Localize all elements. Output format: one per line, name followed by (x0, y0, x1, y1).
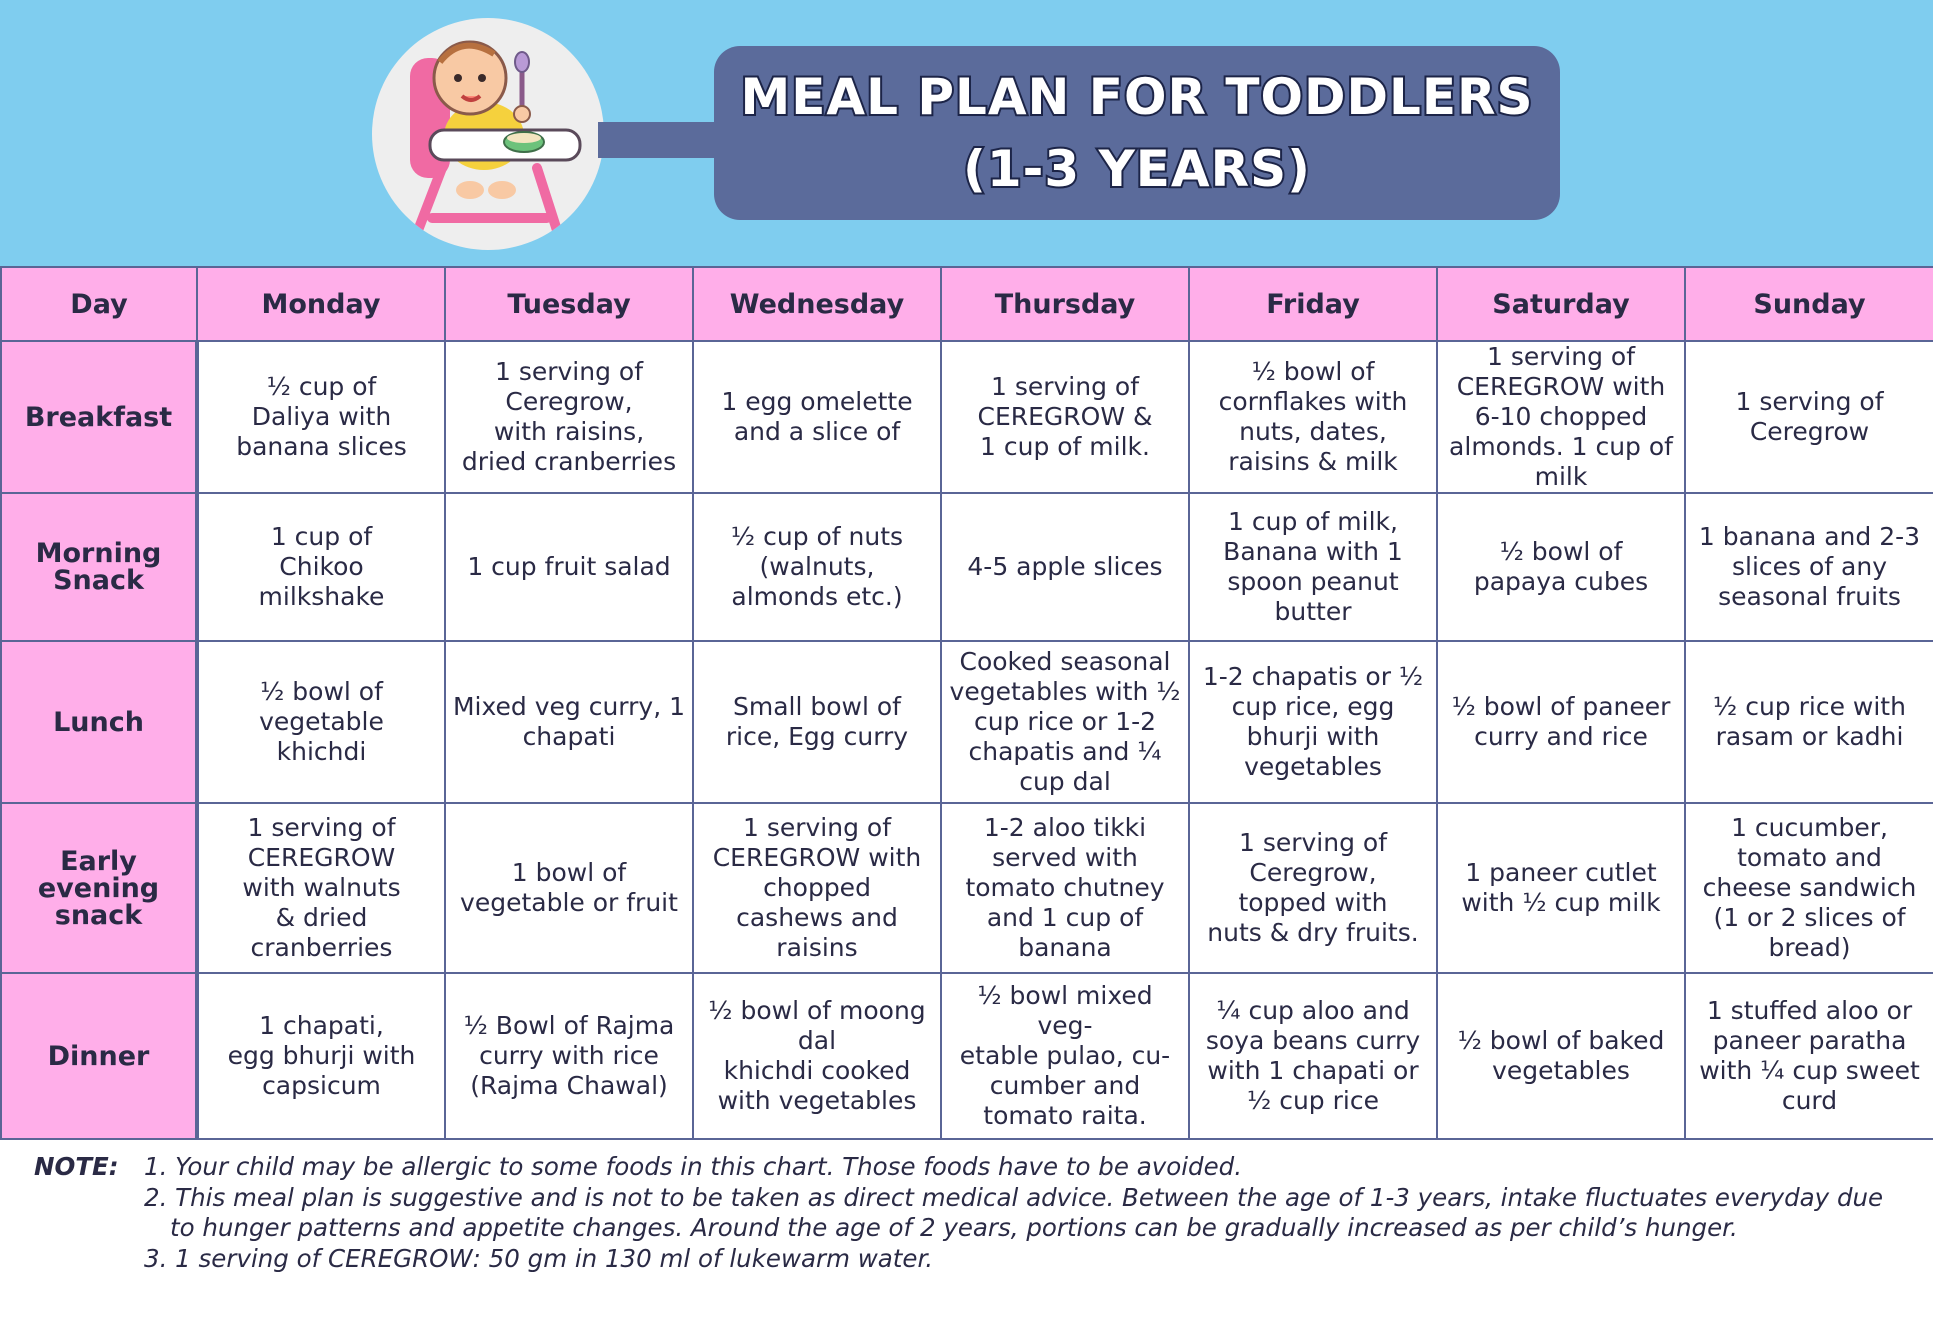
toddler-illustration-icon (372, 18, 604, 250)
page-title-line-2: (1-3 YEARS) (962, 140, 1311, 198)
header-corner: Day (1, 267, 197, 341)
meal-row-morning-snack (1, 493, 1933, 641)
note-item: 2. This meal plan is suggestive and is not to be taken as direct medical advice. Between the age of 1-3 years, intake fluctuates everyday due to hunger patterns and appetite changes. Around the age of 2 years, portions can be gradually increased as per child’s hunger. (144, 1182, 1884, 1242)
day-header-sunday: Sunday (1685, 267, 1933, 341)
meal-cell-text: ½ bowl of paneer curry and rice (1451, 692, 1671, 751)
meal-cell-text: Cooked seasonal vegetables with ½ cup rice or 1-2 chapatis and ¼ cup dal (949, 647, 1181, 796)
meal-label-text: Morning Snack (35, 538, 162, 596)
meal-cell-text: 1 egg omelette and a slice of (721, 387, 913, 446)
meal-cell-text: 1 serving of Ceregrow, with raisins, dried cranberries (461, 357, 677, 476)
meal-cell (693, 973, 941, 1139)
header-banner (0, 0, 1933, 266)
day-header-wednesday: Wednesday (693, 267, 941, 341)
meal-cell-text: 1 paneer cutlet with ½ cup milk (1461, 858, 1661, 917)
meal-cell-text: 1 banana and 2-3 slices of any seasonal fruits (1698, 522, 1921, 611)
meal-row-breakfast (1, 341, 1933, 493)
meal-cell (1189, 973, 1437, 1139)
meal-cell (693, 803, 941, 973)
meal-cell (445, 341, 693, 493)
meal-cell-text: Mixed veg curry, 1 chapati (452, 692, 686, 751)
day-header-friday: Friday (1189, 267, 1437, 341)
meal-cell-text: 1 serving of CEREGROW with walnuts & dried cranberries (242, 813, 401, 962)
meal-cell-text: ½ cup rice with rasam or kadhi (1713, 692, 1906, 751)
meal-cell (941, 973, 1189, 1139)
meal-cell-text: 1 stuffed aloo or paneer paratha with ¼ cup sweet curd (1699, 996, 1920, 1115)
notes-section (34, 1152, 1914, 1274)
day-header-saturday: Saturday (1437, 267, 1685, 341)
meal-label (1, 803, 197, 973)
meal-cell-text: ½ bowl mixed veg- etable pulao, cu- cumber and tomato raita. (959, 981, 1171, 1130)
meal-cell (197, 803, 445, 973)
meal-cell (1685, 803, 1933, 973)
meal-cell-text: ½ bowl of papaya cubes (1473, 537, 1649, 596)
meal-cell (941, 641, 1189, 803)
meal-label-text: Dinner (47, 1040, 150, 1072)
meal-cell-text: ½ cup of nuts (walnuts, almonds etc.) (730, 522, 904, 611)
meal-cell (1685, 641, 1933, 803)
meal-label-text: Lunch (53, 706, 144, 738)
meal-cell-text: 1 cup fruit salad (467, 552, 671, 581)
meal-cell (693, 493, 941, 641)
meal-cell-text: 1-2 aloo tikki served with tomato chutney and 1 cup of banana (965, 813, 1165, 962)
meal-cell (1189, 341, 1437, 493)
meal-label (1, 641, 197, 803)
meal-cell-text: ¼ cup aloo and soya beans curry with 1 chapati or ½ cup rice (1205, 996, 1421, 1115)
meal-cell-text: ½ bowl of cornflakes with nuts, dates, raisins & milk (1218, 357, 1408, 476)
meal-cell (197, 341, 445, 493)
meal-cell-text: 1 serving of Ceregrow (1735, 387, 1884, 446)
meal-plan-table (0, 266, 1933, 1140)
meal-label (1, 341, 197, 493)
title-banner (714, 46, 1560, 220)
meal-cell-text: 4-5 apple slices (967, 552, 1163, 581)
meal-cell (1685, 341, 1933, 493)
meal-cell (693, 641, 941, 803)
meal-cell (1437, 641, 1685, 803)
meal-cell (1685, 973, 1933, 1139)
meal-cell (445, 973, 693, 1139)
meal-cell (1189, 493, 1437, 641)
meal-cell-text: Small bowl of rice, Egg curry (725, 692, 909, 751)
meal-cell-text: 1 cup of Chikoo milkshake (258, 522, 385, 611)
meal-cell-text: ½ bowl of moong dal khichdi cooked with vegetables (708, 996, 926, 1115)
meal-cell (1189, 641, 1437, 803)
title-connector (598, 122, 718, 158)
meal-cell-text: ½ Bowl of Rajma curry with rice (Rajma Chawal) (463, 1011, 675, 1100)
meal-cell-text: 1 cucumber, tomato and cheese sandwich (1 or 2 slices of bread) (1702, 813, 1917, 962)
meal-cell (197, 493, 445, 641)
meal-cell-text: 1 serving of CEREGROW with 6-10 chopped almonds. 1 cup of milk (1449, 342, 1673, 491)
meal-cell-text: 1 chapati, egg bhurji with capsicum (227, 1011, 416, 1100)
meal-row-dinner (1, 973, 1933, 1139)
meal-cell-text: ½ cup of Daliya with banana slices (236, 372, 407, 461)
meal-cell (197, 641, 445, 803)
meal-cell (1437, 493, 1685, 641)
meal-cell (1685, 493, 1933, 641)
meal-cell-text: 1 cup of milk, Banana with 1 spoon peanut butter (1223, 507, 1403, 626)
notes-block (34, 1152, 1914, 1274)
meal-cell (693, 341, 941, 493)
meal-cell-text: 1 serving of CEREGROW with chopped cashews and raisins (712, 813, 922, 962)
meal-cell (1437, 341, 1685, 493)
meal-cell-text: 1 serving of Ceregrow, topped with nuts & dry fruits. (1207, 828, 1419, 947)
meal-cell (1189, 803, 1437, 973)
meal-cell-text: 1 bowl of vegetable or fruit (460, 858, 678, 917)
meal-cell (941, 493, 1189, 641)
meal-row-lunch (1, 641, 1933, 803)
day-header-row (1, 267, 1933, 341)
meal-cell-text: ½ bowl of vegetable khichdi (259, 677, 384, 766)
meal-cell-text: 1 serving of CEREGROW & 1 cup of milk. (977, 372, 1153, 461)
day-header-tuesday: Tuesday (445, 267, 693, 341)
meal-label (1, 973, 197, 1139)
day-header-thursday: Thursday (941, 267, 1189, 341)
meal-cell-text: ½ bowl of baked vegetables (1457, 1026, 1665, 1085)
toddler-in-highchair-illustration (372, 18, 604, 250)
meal-cell (445, 803, 693, 973)
meal-cell (1437, 973, 1685, 1139)
day-header-monday: Monday (197, 267, 445, 341)
meal-label-text: Breakfast (24, 401, 173, 433)
page-title-line-1: MEAL PLAN FOR TODDLERS (740, 68, 1534, 126)
meal-cell (445, 641, 693, 803)
note-item: 3. 1 serving of CEREGROW: 50 gm in 130 ml of lukewarm water. (144, 1243, 934, 1273)
meal-label-text: Early evening snack (37, 845, 160, 931)
notes-list (144, 1152, 1914, 1274)
meal-cell (197, 973, 445, 1139)
meal-cell (1437, 803, 1685, 973)
meal-cell-text: 1-2 chapatis or ½ cup rice, egg bhurji with vegetables (1202, 662, 1424, 781)
meal-cell (941, 341, 1189, 493)
notes-label: NOTE: (34, 1152, 119, 1181)
meal-label (1, 493, 197, 641)
meal-cell (445, 493, 693, 641)
meal-row-early-evening-snack (1, 803, 1933, 973)
meal-cell (941, 803, 1189, 973)
note-item: 1. Your child may be allergic to some foods in this chart. Those foods have to be avoided. (144, 1152, 1242, 1181)
